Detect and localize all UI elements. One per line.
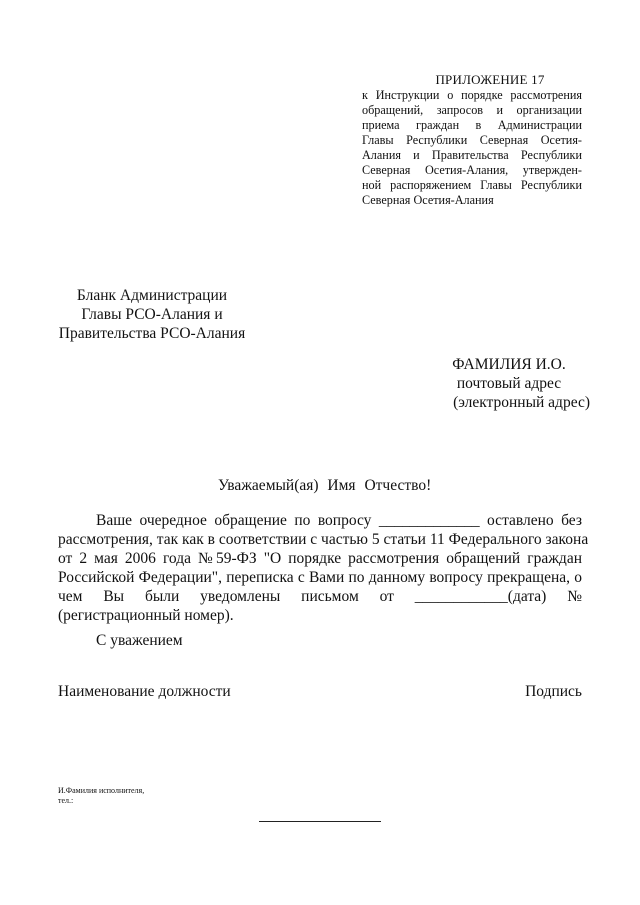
annex-line: к Инструкции о порядке рассмотрения [362, 88, 582, 102]
annex-title: ПРИЛОЖЕНИЕ 17 [435, 72, 545, 87]
position-title: Наименование должности [58, 683, 231, 700]
body-line: от 2 мая 2006 года №59-ФЗ "О порядке рассмотрения обращений граждан [58, 550, 582, 567]
closing-regards: С уважением [96, 632, 183, 649]
greeting [218, 477, 436, 495]
addressee-postal-address: почтовый адрес [456, 375, 562, 392]
executor-name: И.Фамилия исполнителя, [58, 786, 145, 795]
annex-text [362, 88, 582, 208]
annex-line: Северная Осетия-Алания [362, 193, 494, 207]
letterhead-blank [40, 286, 264, 343]
executor-phone: тел.: [58, 796, 74, 805]
footer-divider [259, 821, 381, 822]
letterhead-line: Главы РСО-Алания и [81, 306, 223, 323]
annex-line: Северная Осетия-Алания, утвержден- [362, 163, 582, 177]
annex-line: обращений, запросов и организации [362, 103, 582, 117]
annex-line: Алания и Правительства Республики [362, 148, 582, 162]
addressee-block [428, 355, 590, 412]
executor-info [58, 786, 144, 806]
greeting-word: Отчество! [364, 477, 432, 494]
greeting-word: Имя [327, 477, 356, 494]
letterhead-line: Бланк Администрации [76, 287, 228, 304]
signature-label: Подпись [525, 683, 582, 700]
body-line: Российской Федерации", переписка с Вами по данному вопросу прекращена, о [58, 569, 582, 586]
addressee-name: ФАМИЛИЯ И.О. [452, 356, 566, 373]
annex-line: ной распоряжением Главы Республики [362, 178, 582, 192]
body-line: рассмотрения, так как в соответствии с частью 5 статьи 11 Федерального закона [58, 531, 589, 548]
greeting-word: Уважаемый(ая) [218, 477, 319, 494]
body-line: чем Вы были уведомлены письмом от ____________(дата) № [58, 588, 582, 605]
letter-body [58, 511, 589, 625]
letterhead-line: Правительства РСО-Алания [58, 325, 246, 342]
annex-line: приема граждан в Администрации [362, 118, 582, 132]
body-line: (регистрационный номер). [58, 607, 234, 624]
annex-line: Главы Республики Северная Осетия- [362, 133, 582, 147]
body-line: Ваше очередное обращение по вопросу _____________ оставлено без [96, 512, 582, 529]
addressee-email-address: (электронный адрес) [453, 394, 590, 411]
